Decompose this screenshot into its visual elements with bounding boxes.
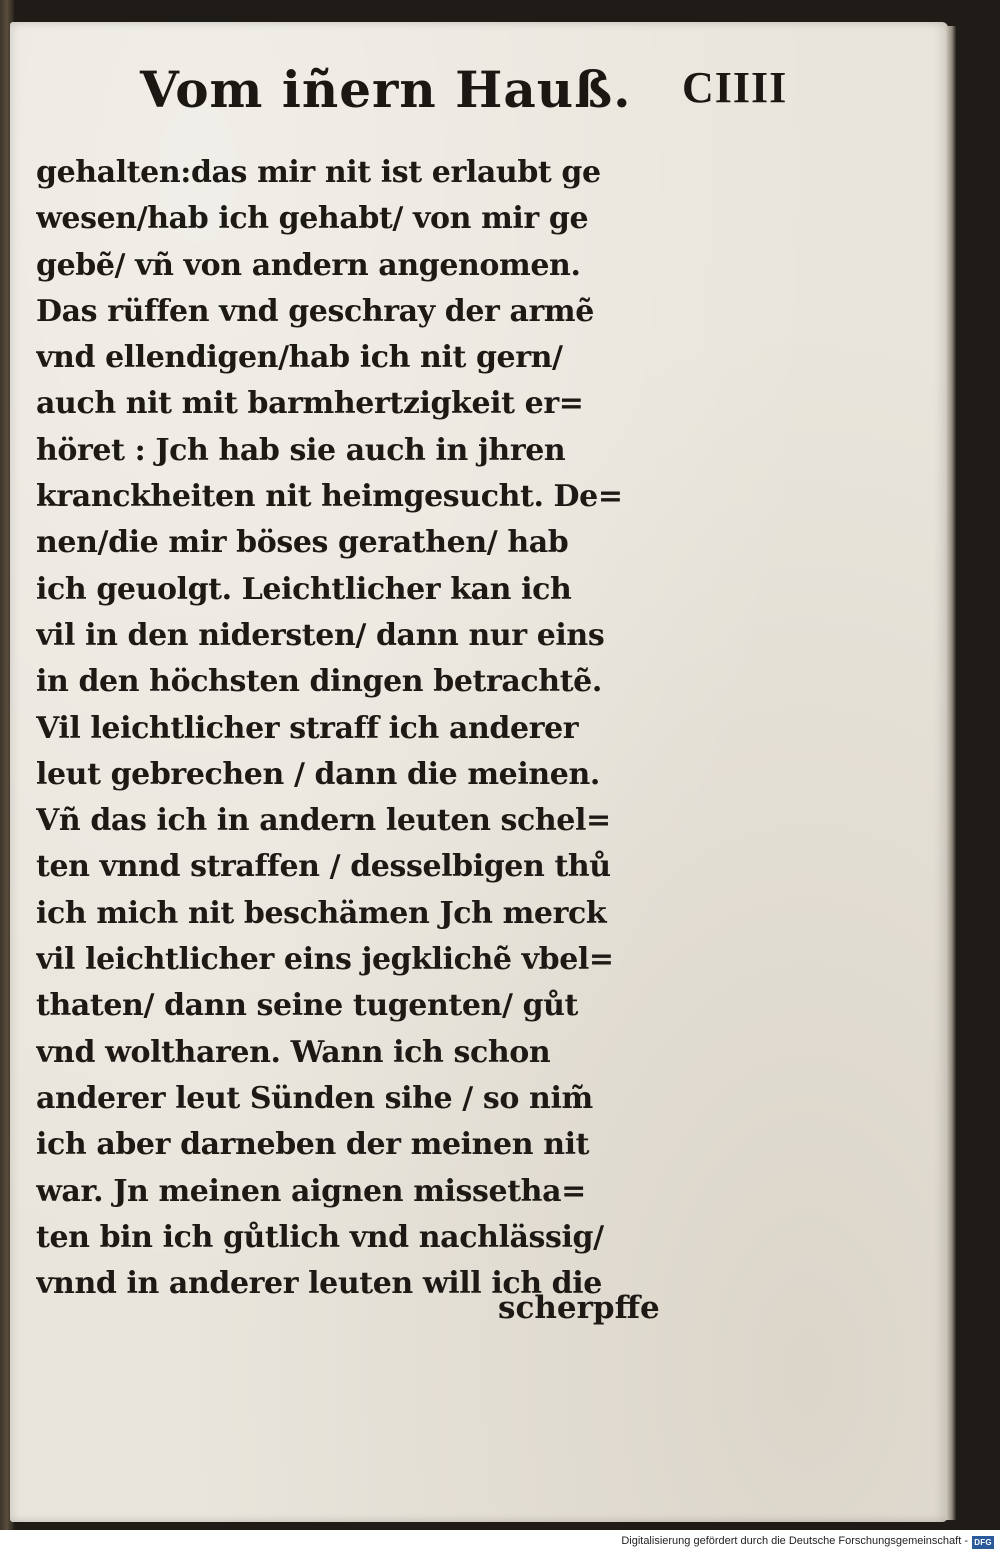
folio-number: CIIII [682,63,788,112]
text-line: in den höchsten dingen betrachtẽ. [36,664,602,700]
text-line: Vil leichtlicher straff ich anderer [36,710,579,746]
page-edge [946,26,956,1520]
text-line: Das rüffen vnd geschray der armẽ [36,293,594,329]
text-line: ich geuolgt. Leichtlicher kan ich [36,571,572,607]
text-line: ten vnnd straffen / desselbigen thů [36,849,611,885]
text-line: höret : Jch hab sie auch in jhren [36,432,566,468]
text-line: vnnd in anderer leuten will ich die [36,1266,602,1302]
text-line: war. Jn meinen aignen missetha= [36,1173,586,1209]
text-line: vnd woltharen. Wann ich schon [36,1034,551,1070]
text-line: ten bin ich gůtlich vnd nachlässig/ [36,1219,604,1255]
funding-credit: Digitalisierung gefördert durch die Deutsche Forschungsgemeinschaft - [621,1535,968,1547]
footer-bar [0,1530,1000,1556]
text-line: Vñ das ich in andern leuten schel= [36,803,611,839]
text-line: vil in den nidersten/ dann nur eins [36,617,605,653]
text-line: nen/die mir böses gerathen/ hab [36,525,569,561]
text-line: ich aber darneben der meinen nit [36,1127,590,1163]
text-line: anderer leut Sünden sihe / so nim̃ [36,1080,593,1116]
text-line: wesen/hab ich gehabt/ von mir ge [36,201,589,237]
dfg-logo: DFG [972,1536,994,1549]
text-block [36,150,676,1307]
text-line: leut gebrechen / dann die meinen. [36,756,600,792]
running-head: Vom iñern Hauß. [140,60,632,119]
text-line: auch nit mit barmhertzigkeit er= [36,386,584,422]
text-line: ich mich nit beschämen Jch merck [36,895,607,931]
text-line: kranckheiten nit heimgesucht. De= [36,479,623,515]
text-line: vnd ellendigen/hab ich nit gern/ [36,340,563,376]
text-line: vil leichtlicher eins jegklichẽ vbel= [36,942,614,978]
text-line: thaten/ dann seine tugenten/ gůt [36,988,579,1024]
text-line: gebẽ/ vñ von andern angenomen. [36,247,581,283]
catchword: scherpffe [498,1290,660,1326]
text-line: gehalten:das mir nit ist erlaubt ge [36,155,601,190]
